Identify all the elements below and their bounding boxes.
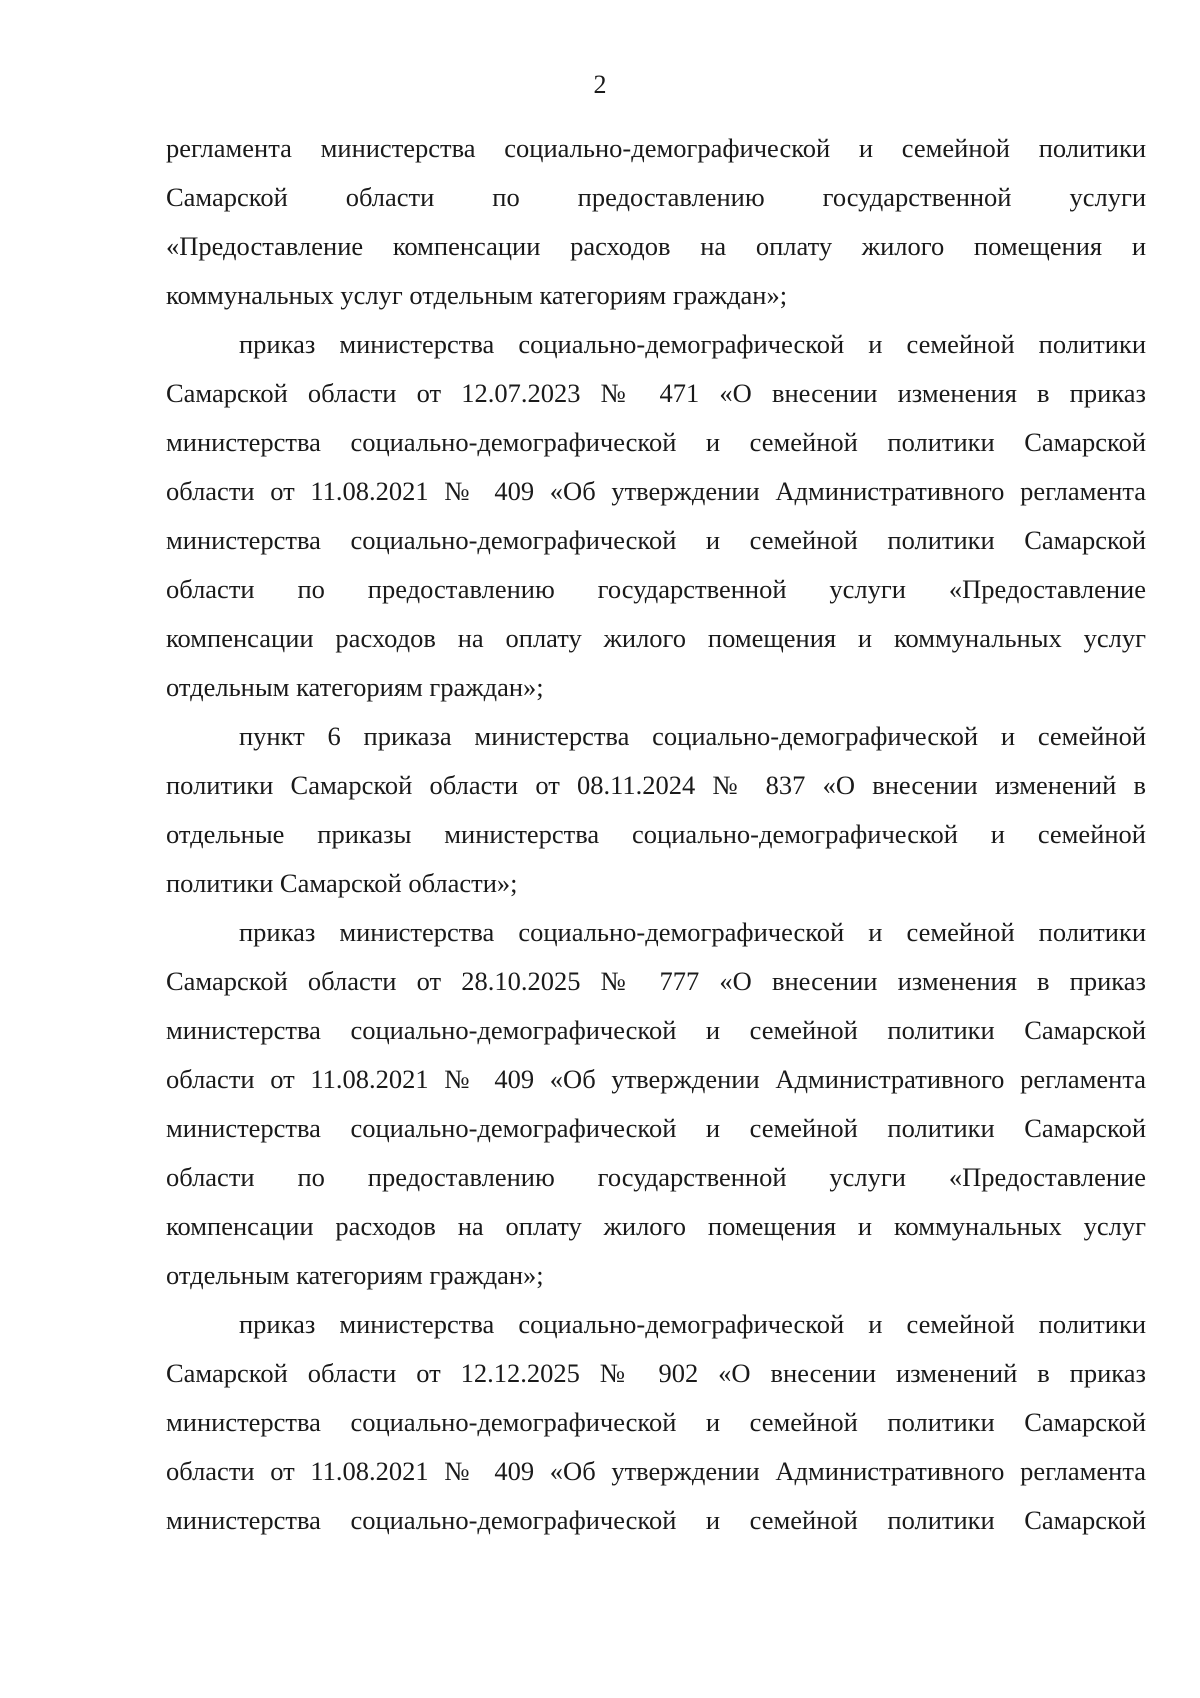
text-line: министерства социально-демографической и семейной политики Самарской [166,1407,1146,1437]
document-body [166,124,1146,1545]
text-line: политики Самарской области»; [166,868,518,898]
text-line: пункт 6 приказа министерства социально-демографической и семейной [239,721,1146,751]
text-line: Самарской области от 12.07.2023 № 471 «О внесении изменения в приказ [166,378,1146,408]
text-line: области от 11.08.2021 № 409 «Об утверждении Административного регламента [166,476,1146,506]
text-line: Самарской области по предоставлению государственной услуги [166,182,1146,212]
text-line: приказ министерства социально-демографической и семейной политики [239,917,1146,947]
text-line: Самарской области от 28.10.2025 № 777 «О внесении изменения в приказ [166,966,1146,996]
text-line: коммунальных услуг отдельным категориям граждан»; [166,280,788,310]
text-line: отдельным категориям граждан»; [166,672,544,702]
text-line: Самарской области от 12.12.2025 № 902 «О внесении изменений в приказ [166,1358,1146,1388]
text-line: области по предоставлению государственной услуги «Предоставление [166,574,1146,604]
text-line: области по предоставлению государственной услуги «Предоставление [166,1162,1146,1192]
text-line: области от 11.08.2021 № 409 «Об утверждении Административного регламента [166,1456,1146,1486]
page-number: 2 [593,70,607,99]
text-line: компенсации расходов на оплату жилого помещения и коммунальных услуг [166,1211,1146,1241]
text-line: области от 11.08.2021 № 409 «Об утверждении Административного регламента [166,1064,1146,1094]
text-line: компенсации расходов на оплату жилого помещения и коммунальных услуг [166,623,1146,653]
text-line: министерства социально-демографической и семейной политики Самарской [166,525,1146,555]
text-line: министерства социально-демографической и семейной политики Самарской [166,1015,1146,1045]
text-line: министерства социально-демографической и семейной политики Самарской [166,427,1146,457]
text-line: приказ министерства социально-демографической и семейной политики [239,1309,1146,1339]
text-line: приказ министерства социально-демографической и семейной политики [239,329,1146,359]
text-line: министерства социально-демографической и семейной политики Самарской [166,1505,1146,1535]
text-line: отдельным категориям граждан»; [166,1260,544,1290]
text-line: отдельные приказы министерства социально-демографической и семейной [166,819,1146,849]
text-line: «Предоставление компенсации расходов на оплату жилого помещения и [166,231,1146,261]
text-line: министерства социально-демографической и семейной политики Самарской [166,1113,1146,1143]
text-line: регламента министерства социально-демографической и семейной политики [166,133,1146,163]
text-line: политики Самарской области от 08.11.2024 № 837 «О внесении изменений в [166,770,1146,800]
